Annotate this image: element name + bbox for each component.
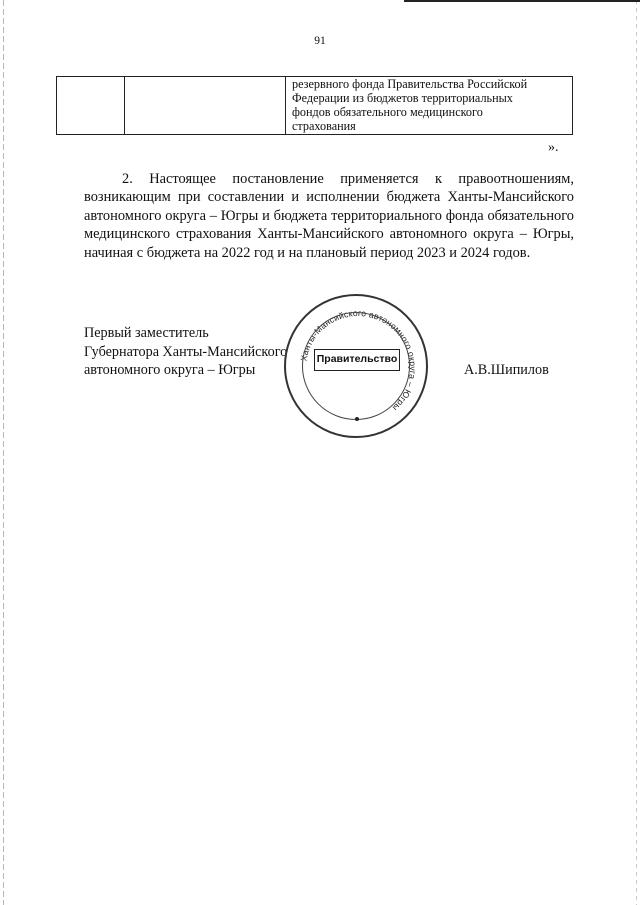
continuation-table xyxy=(56,76,573,135)
table-cell-line: страхования xyxy=(292,119,356,133)
seal-center-label: Правительство xyxy=(314,349,400,371)
page-number: 91 xyxy=(314,35,326,47)
scan-left-edge xyxy=(3,0,4,905)
seal-ring-text: Ханты-Мансийского автономного округа – Югры xyxy=(298,307,419,414)
table-cell-number xyxy=(57,77,125,135)
table-cell-description xyxy=(286,77,573,135)
scan-right-edge xyxy=(636,0,637,905)
table-cell-line: фондов обязательного медицинского xyxy=(292,105,483,119)
signer-title-line: Первый заместитель xyxy=(84,325,209,341)
paragraph-2: 2. Настоящее постановление применяется к правоотношениям, возникающим при составлении и исполнении бюджета Ханты-Мансийского автономного округа – Югры и бюджета территориального фонда обязательного медицинского страхования Ханты-Мансийского автономного округа – Югры, начиная с бюджета на 2022 год и на плановый период 2023 и 2024 годов. xyxy=(84,171,574,261)
signer-name: А.В.Шипилов xyxy=(464,362,549,378)
seal-dot xyxy=(355,417,359,421)
table-row xyxy=(57,77,573,135)
closing-quote: ». xyxy=(548,140,559,155)
table-cell-line: Федерации из бюджетов территориальных xyxy=(292,91,513,105)
signer-title xyxy=(84,324,304,380)
official-seal xyxy=(284,294,428,438)
table-cell-line: резервного фонда Правительства Российской xyxy=(292,77,528,91)
signer-title-line: Губернатора Ханты-Мансийского xyxy=(84,343,288,360)
table-cell-code xyxy=(125,77,286,135)
signer-title-line: автономного округа – Югры xyxy=(84,362,256,378)
scan-top-mark xyxy=(404,0,640,2)
